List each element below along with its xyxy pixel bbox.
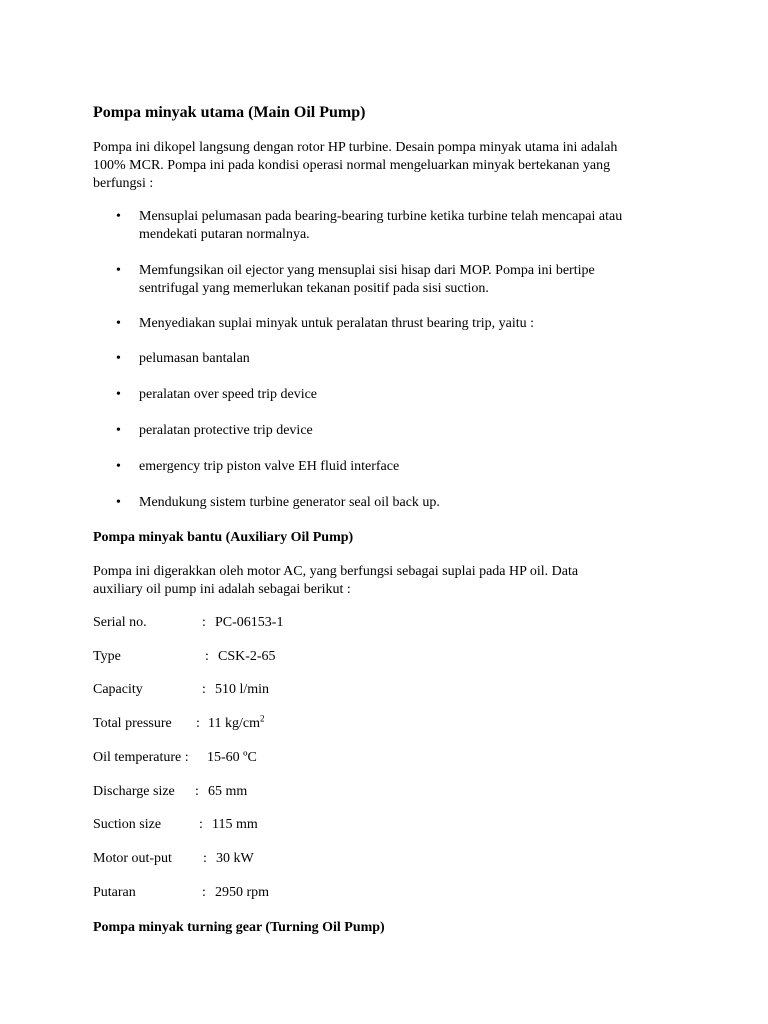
list-item-line: Mensuplai pelumasan pada bearing-bearing turbine ketika turbine telah mencapai atau	[139, 209, 623, 224]
list-item-text: emergency trip piston valve EH fluid interface	[139, 459, 400, 474]
list-item-text: pelumasan bantalan	[139, 351, 250, 366]
spec-label: Total pressure	[93, 716, 172, 731]
list-item-line: Memfungsikan oil ejector yang mensuplai sisi hisap dari MOP. Pompa ini bertipe	[139, 263, 595, 278]
bullet-glyph: •	[116, 459, 121, 474]
spec-value: 15-60 ºC	[207, 750, 257, 765]
list-item-line: sentrifugal yang memerlukan tekanan positif pada sisi suction.	[139, 281, 489, 296]
intro-line: Pompa ini dikopel langsung dengan rotor HP turbine. Desain pompa minyak utama ini adalah	[93, 140, 618, 155]
spec-value: 115 mm	[212, 817, 258, 832]
spec-label: Motor out-put	[93, 851, 172, 866]
spec-separator: :	[196, 716, 200, 731]
spec-label: Serial no.	[93, 615, 147, 630]
section-title-main-oil-pump: Pompa minyak utama (Main Oil Pump)	[93, 104, 366, 121]
intro-paragraph-auxiliary-oil-pump	[93, 563, 693, 599]
list-item-text	[139, 262, 699, 298]
bullet-glyph: •	[116, 316, 121, 331]
spec-value	[208, 713, 265, 732]
spec-value: CSK-2-65	[218, 649, 276, 664]
spec-separator: :	[202, 615, 206, 630]
intro-line: berfungsi :	[93, 176, 154, 191]
list-item-text: Menyediakan suplai minyak untuk peralatan thrust bearing trip, yaitu :	[139, 316, 535, 331]
list-item-text: peralatan protective trip device	[139, 423, 313, 438]
list-item-text: Mendukung sistem turbine generator seal oil back up.	[139, 495, 440, 510]
list-item-text: peralatan over speed trip device	[139, 387, 318, 402]
bullet-glyph: •	[116, 209, 121, 224]
superscript: 2	[259, 713, 265, 724]
spec-label: Suction size	[93, 817, 162, 832]
intro-line: Pompa ini digerakkan oleh motor AC, yang berfungsi sebagai suplai pada HP oil. Data	[93, 564, 579, 579]
spec-separator: :	[199, 817, 203, 832]
list-item-text	[139, 208, 699, 244]
spec-value: 30 kW	[216, 851, 254, 866]
intro-paragraph-main-oil-pump	[93, 139, 693, 193]
bullet-glyph: •	[116, 495, 121, 510]
bullet-glyph: •	[116, 263, 121, 278]
list-item-line: mendekati putaran normalnya.	[139, 227, 310, 242]
spec-label: Capacity	[93, 682, 143, 697]
spec-value: 2950 rpm	[215, 885, 270, 900]
intro-line: 100% MCR. Pompa ini pada kondisi operasi normal mengeluarkan minyak bertekanan yang	[93, 158, 611, 173]
spec-label: Putaran	[93, 885, 136, 900]
spec-separator: :	[205, 649, 209, 664]
spec-separator: :	[202, 682, 206, 697]
bullet-glyph: •	[116, 423, 121, 438]
spec-value: 65 mm	[208, 784, 248, 799]
section-title-turning-oil-pump: Pompa minyak turning gear (Turning Oil Pump)	[93, 920, 385, 935]
spec-separator: :	[195, 784, 199, 799]
intro-line: auxiliary oil pump ini adalah sebagai berikut :	[93, 582, 351, 597]
spec-label: Oil temperature :	[93, 750, 189, 765]
spec-separator: :	[202, 885, 206, 900]
bullet-glyph: •	[116, 387, 121, 402]
spec-value-text: 11 kg/cm	[208, 716, 260, 731]
spec-value: PC-06153-1	[215, 615, 284, 630]
spec-label: Type	[93, 649, 121, 664]
spec-separator: :	[203, 851, 207, 866]
bullet-glyph: •	[116, 351, 121, 366]
spec-value: 510 l/min	[215, 682, 270, 697]
spec-label: Discharge size	[93, 784, 175, 799]
section-title-auxiliary-oil-pump: Pompa minyak bantu (Auxiliary Oil Pump)	[93, 530, 354, 545]
